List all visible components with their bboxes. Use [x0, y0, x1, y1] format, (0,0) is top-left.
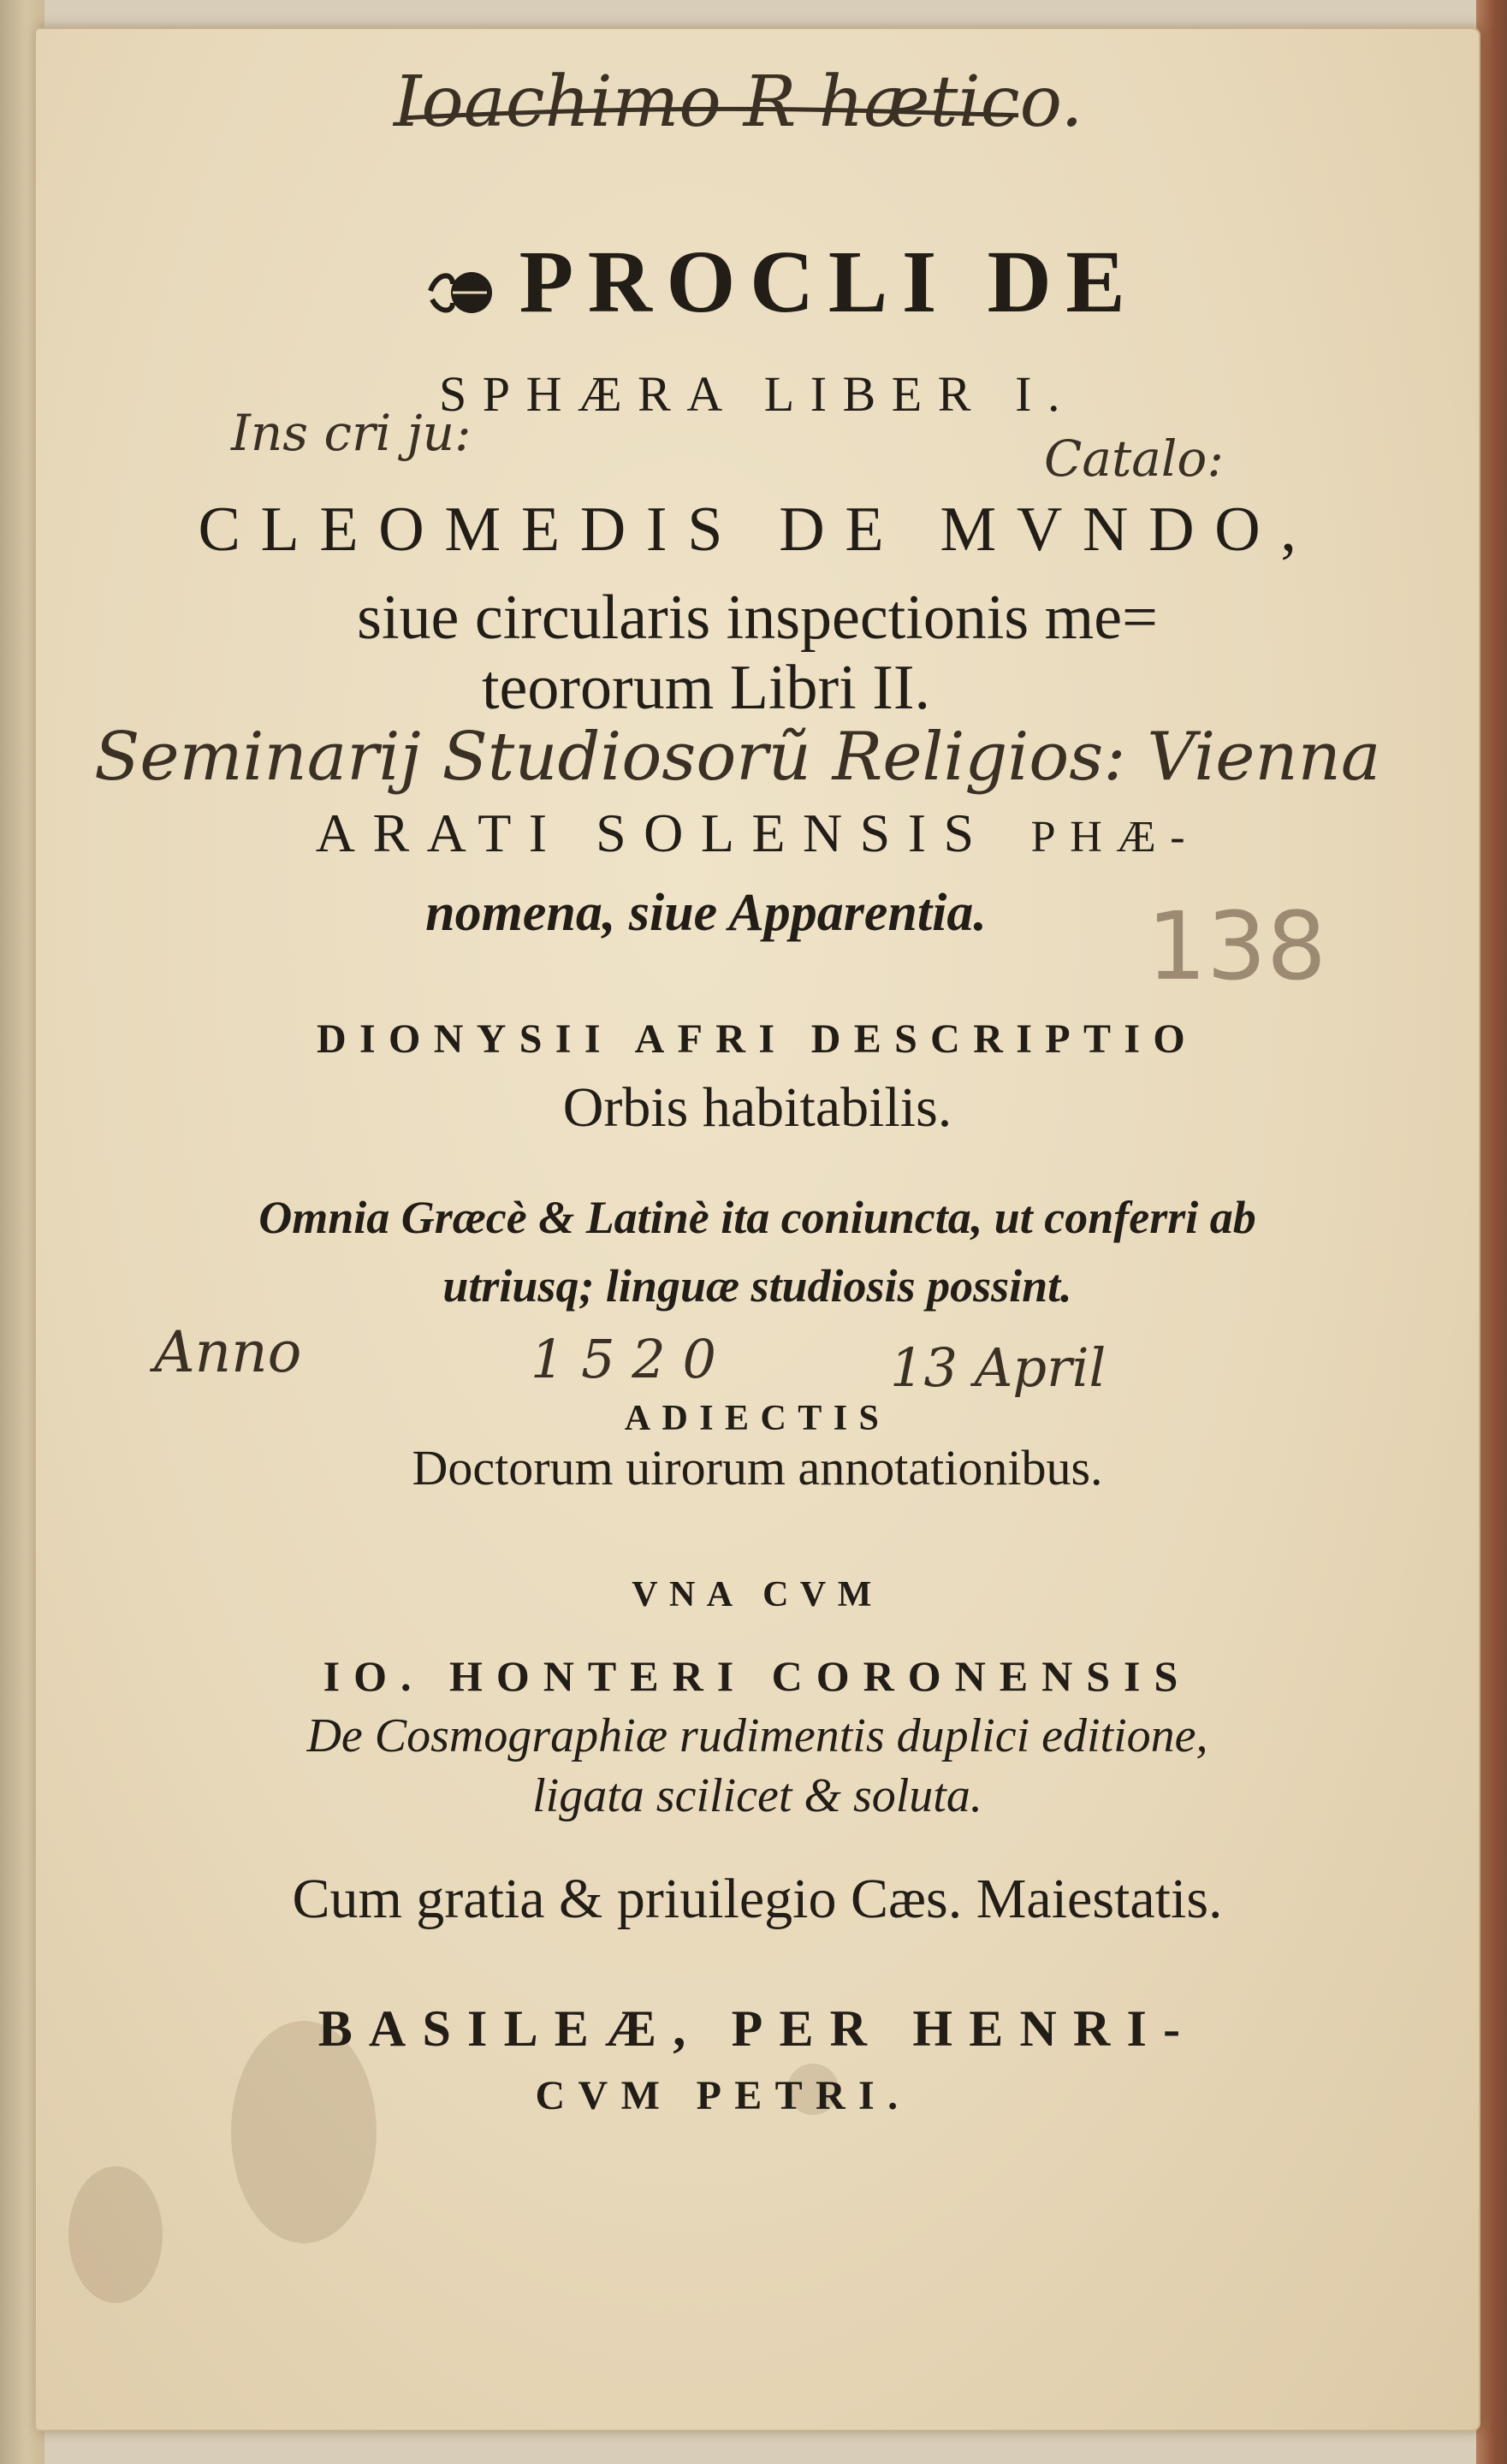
title-ligata: ligata scilicet & soluta.: [532, 1769, 982, 1822]
title-cosmographiae: De Cosmographiæ rudimentis duplici editione,: [306, 1709, 1208, 1762]
title-procli-de: PROCLI DE: [519, 233, 1140, 331]
title-cum-gratia: Cum gratia & priuilegio Cæs. Maiestatis.: [292, 1868, 1223, 1930]
title-adiectis: ADIECTIS: [624, 1399, 891, 1438]
title-cleomedis: CLEOMEDIS DE MVNDO,: [198, 495, 1317, 565]
handwritten-owner-inscription: Ioachimo R hætico.: [394, 62, 1083, 143]
handwritten-anno-year: 1 5 2 0: [531, 1328, 716, 1390]
title-sphaera-liber: SPHÆRA LIBER I.: [438, 366, 1077, 422]
title-nomena: nomena, siue Apparentia.: [425, 884, 987, 942]
title-page: [34, 27, 1480, 2431]
handwritten-anno-date: 13 April: [890, 1336, 1107, 1399]
title-arati-solensis: ARATI SOLENSIS: [315, 803, 992, 863]
title-una-cum: VNA CVM: [632, 1575, 883, 1614]
title-honteri: IO. HONTERI CORONENSIS: [323, 1652, 1192, 1700]
title-cum-petri: CVM PETRI.: [535, 2073, 911, 2118]
title-orbis-habitabilis: Orbis habitabilis.: [562, 1076, 952, 1139]
handwritten-seminary-ownership: Seminarij Studiosorũ Religios: Vienna: [94, 719, 1381, 796]
title-meteororum: teororum Libri II.: [482, 653, 930, 723]
title-dionysii: DIONYSII AFRI DESCRIPTIO: [316, 1016, 1199, 1062]
title-omnia-graece: Omnia Græcè & Latinè ita coniuncta, ut conferri ab: [258, 1192, 1256, 1243]
foxing-stain: [68, 2166, 163, 2303]
strike-through-line: [402, 103, 1018, 128]
shelf-number: 138: [1147, 891, 1326, 1001]
handwritten-catalog-note-right: Catalo:: [1044, 429, 1224, 488]
handwritten-catalog-note-left: Ins cri ju:: [231, 404, 472, 462]
handwritten-anno-label: Anno: [154, 1319, 302, 1385]
title-phae: PHÆ-: [1030, 813, 1200, 862]
title-circularis: siue circularis inspectionis me=: [357, 583, 1158, 653]
title-doctorum: Doctorum uirorum annotationibus.: [412, 1440, 1103, 1496]
title-basileae: BASILEÆ, PER HENRI-: [317, 2000, 1197, 2057]
title-utriusque: utriusq; linguæ studiosis possint.: [442, 1260, 1072, 1312]
book-cover-edge: [1476, 0, 1507, 2464]
printer-fleuron-icon: [427, 265, 497, 318]
